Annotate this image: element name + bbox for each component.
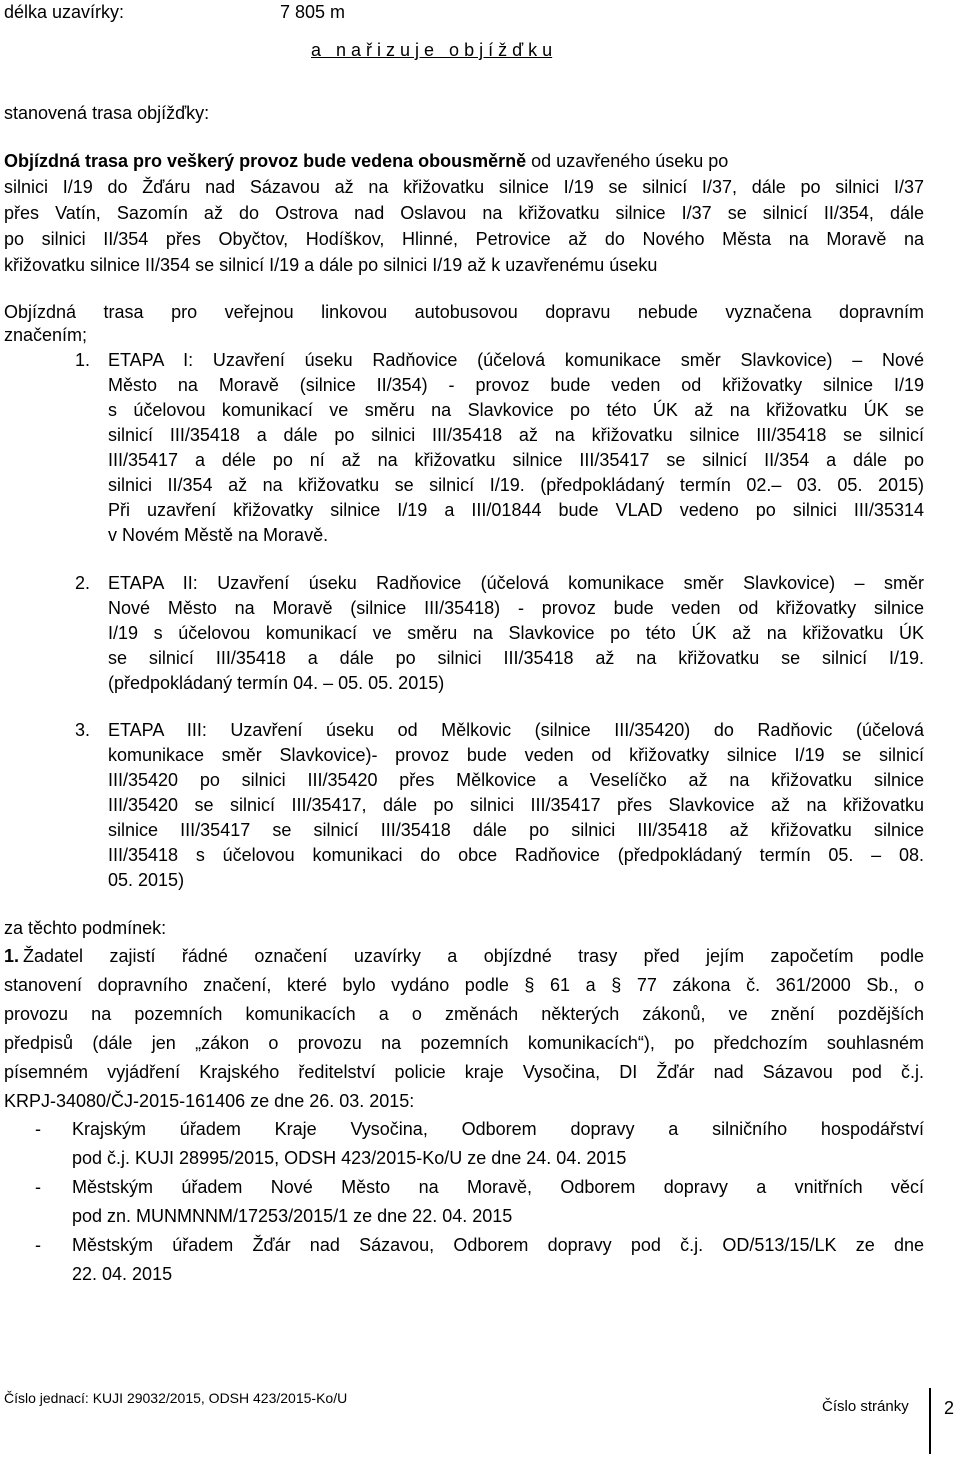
authority-line: 22. 04. 2015 <box>72 1264 173 1284</box>
etapa3-line: III/35420 po silnici III/35420 přes Mělkovice a Veselíčko až na křižovatku silnice <box>108 770 924 790</box>
conditions-line: KRPJ-34080/ČJ-2015-161406 ze dne 26. 03. 2015: <box>4 1091 415 1111</box>
conditions-line: stanovení dopravního značení, které bylo vydáno podle § 61 a § 77 zákona č. 361/2000 Sb., o <box>4 975 924 995</box>
conditions-line: Žadatel zajistí řádné označení uzavírky a objízdné trasy před jejím započetím podle <box>23 946 924 966</box>
etapa1-line: v Novém Městě na Moravě. <box>108 525 329 545</box>
bus-line: Objízdná trasa pro veřejnou linkovou autobusovou dopravu nebude vyznačena dopravním <box>4 302 924 322</box>
closure-length-label: délka uzavírky: <box>4 2 125 22</box>
etapa1-line: Při uzavření křižovatky silnice I/19 a III/01844 bude VLAD vedeno po silnici III/35314 <box>108 500 924 520</box>
etapa3-number: 3. <box>75 720 91 740</box>
authority-line: Městským úřadem Žďár nad Sázavou, Odborem dopravy pod č.j. OD/513/15/LK ze dne <box>72 1235 924 1255</box>
route-line: silnici I/19 do Žďáru nad Sázavou až na křižovatku silnice I/19 se silnicí I/37, dále po silnici I/37 <box>4 177 924 197</box>
route-line-first <box>4 151 924 172</box>
bullet-dash: - <box>35 1235 41 1255</box>
conditions-line: provozu na pozemních komunikacích a o změnách některých zákonů, ve znění pozdějších <box>4 1004 924 1024</box>
etapa3-line: ETAPA III: Uzavření úseku od Mělkovic (silnice III/35420) do Radňovic (účelová <box>108 720 924 740</box>
etapa2-line: se silnicí III/35418 a dále po silnici III/35418 až na křižovatku se silnicí I/19. <box>108 648 924 668</box>
etapa2-line: Nové Město na Moravě (silnice III/35418) - provoz bude veden od křižovatky silnice <box>108 598 924 618</box>
etapa3-line: silnice III/35417 se silnicí III/35418 dále po silnici III/35418 až křižovatku silnice <box>108 820 924 840</box>
etapa2-line: (předpokládaný termín 04. – 05. 05. 2015) <box>108 673 445 693</box>
etapa3-line: 05. 2015) <box>108 870 185 890</box>
etapa1-line: ETAPA I: Uzavření úseku Radňovice (účelová komunikace směr Slavkovice) – Nové <box>108 350 924 370</box>
closure-length-value: 7 805 m <box>280 2 346 22</box>
bullet-dash: - <box>35 1177 41 1197</box>
route-lead-rest: od uzavřeného úseku po <box>526 151 729 171</box>
etapa3-line: III/35418 s účelovou komunikaci do obce Radňovice (předpokládaný termín 05. – 08. <box>108 845 924 865</box>
etapa1-number: 1. <box>75 350 91 370</box>
etapa3-line: komunikace směr Slavkovice)- provoz bude veden od křižovatky silnice I/19 se silnicí <box>108 745 924 765</box>
authority-line: Krajským úřadem Kraje Vysočina, Odborem dopravy a silničního hospodářství <box>72 1119 924 1139</box>
authority-line: pod č.j. KUJI 28995/2015, ODSH 423/2015-Ko/U ze dne 24. 04. 2015 <box>72 1148 627 1168</box>
conditions-line: písemném vyjádření Krajského ředitelství policie kraje Vysočina, DI Žďár nad Sázavou pod č.j. <box>4 1062 924 1082</box>
route-line: po silnici II/354 přes Obyčtov, Hodíškov, Hlinné, Petrovice až do Nového Města na Moravě na <box>4 229 924 249</box>
etapa1-line: s účelovou komunikací ve směru na Slavkovice po této ÚK až na křižovatku ÚK se <box>108 400 924 420</box>
footer-page-number: 2 <box>944 1398 955 1418</box>
footer-reference: Číslo jednací: KUJI 29032/2015, ODSH 423/2015-Ko/U <box>4 1390 348 1406</box>
route-label: stanovená trasa objížďky: <box>4 103 210 123</box>
route-bold-lead: Objízdná trasa pro veškerý provoz bude vedena obousměrně <box>4 151 527 171</box>
conditions-line: předpisů (dále jen „zákon o provozu na pozemních komunikacích“), po předchozím souhlasném <box>4 1033 924 1053</box>
bullet-dash: - <box>35 1119 41 1139</box>
etapa1-line: III/35417 a déle po ní až na křižovatku silnice III/35417 se silnicí II/354 a dále po <box>108 450 924 470</box>
authority-line: pod zn. MUNMNNM/17253/2015/1 ze dne 22. 04. 2015 <box>72 1206 513 1226</box>
etapa2-line: I/19 s účelovou komunikací ve směru na Slavkovice po této ÚK až na křižovatku ÚK <box>108 623 924 643</box>
etapa2-line: ETAPA II: Uzavření úseku Radňovice (účelová komunikace směr Slavkovice) – směr <box>108 573 924 593</box>
conditions-line-first <box>4 946 924 967</box>
etapa3-line: III/35420 se silnicí III/35417, dále po silnici III/35417 přes Slavkovice až na křižovatku <box>108 795 924 815</box>
authority-line: Městským úřadem Nové Město na Moravě, Odborem dopravy a vnitřních věcí <box>72 1177 924 1197</box>
route-line: přes Vatín, Sazomín až do Ostrova nad Oslavou na křižovatku silnice I/37 se silnicí II/354, dále <box>4 203 924 223</box>
etapa1-line: silnicí III/35418 a dále po silnici III/35418 až na křižovatku silnice III/35418 se silnicí <box>108 425 924 445</box>
bus-line: značením; <box>4 325 88 345</box>
etapa1-line: Město na Moravě (silnice II/354) - provoz bude veden od křižovatky silnice I/19 <box>108 375 924 395</box>
etapa1-line: silnici II/354 až na křižovatku se silnicí I/19. (předpokládaný termín 02.– 03. 05. 2015) <box>108 475 924 495</box>
route-line: křižovatku silnice II/354 se silnicí I/19 a dále po silnici I/19 až k uzavřenému úseku <box>4 255 658 275</box>
conditions-number: 1. <box>4 946 20 966</box>
conditions-label: za těchto podmínek: <box>4 918 167 938</box>
footer-divider <box>929 1388 931 1454</box>
footer-page-label: Číslo stránky <box>822 1398 909 1415</box>
order-heading: a n a ř i z u j e o b j í ž ď k u <box>311 40 553 60</box>
etapa2-number: 2. <box>75 573 91 593</box>
